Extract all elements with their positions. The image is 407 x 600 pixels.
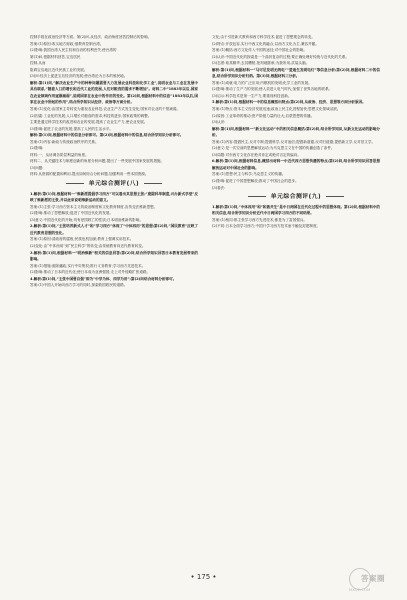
analysis-paragraph: 1.解析:第(1)问,“中体西用”和“和谐共生”是中日两国在近代化过程中的思想体现。第(2)问,根据材料中的相关信息,结合所学知识分析近代中日两国学习西方的不同结果。 <box>212 204 380 216</box>
analysis-paragraph: 解析:第(1)问,“解决农业生产中的种种问题需要大力发展农业科技和化学工业”,说明农业与工业在发展中具有联系,“随着人口的增长和近代工业的发展,人们对粮食的需求不断增加”。材料二中“1883年以后,国家在农业领域作用逐渐减弱”,说明国家在农业中的作用的变化。第(2)问,根据材料中的信息“1883年以后,国家在农业中所起的作用”,结合所学知识从经济、政治等方面分析。 <box>30 80 198 105</box>
text-line: (2)影响:我国台湾人民主权和自治的权利丧失,使台湾的 <box>30 48 117 53</box>
analysis-paragraph: 解析:第(1)问,根据材料一“马可尼发明无线电”“爱迪生发明电灯”等信息分析;第(2)问,根据材料二中的信息,结合所学知识分析归纳。第(3)问,根据材料三分析。 <box>212 67 380 79</box>
text-line: 答案:(1)原因:收买地方财政;借教育控制台湾。 <box>30 41 104 46</box>
answer-paragraph: 答案:(1)主张:学习西方资本主义的政治制度和文化教育制度,宣传变法维新思想。 <box>30 204 158 209</box>
text-line: (3)问题: <box>30 165 44 170</box>
analysis-paragraph: 6.解析:第(1)问,根据材料信息,概括出材料一中近代西方思想传播的特点;第(2)问,结合所学知识回答思想解放运动对中国社会的影响。 <box>212 159 380 170</box>
page-number-value: 175 <box>196 573 211 581</box>
text-line: (2)认识:中国近代化的探索是一个曲折复杂的过程;要正确处理好传统与近代化的关系。 <box>212 54 349 59</box>
answer-paragraph: 答案:(1)措施:废除藩政,实行中央集权;推行义务教育;学习西方先进技术。 <box>30 263 146 268</box>
answer-paragraph: 答案:(1)变化:由国家主导转变为重视农业科技,农业生产方式发生变化;国家对农业的干预减弱。 <box>30 107 181 112</box>
analysis-paragraph: 5.解析:第(1)问,根据材料一中的信息概括出特点;第(2)问,从政治、经济、思想等方面分析原因。 <box>212 100 366 105</box>
answer-paragraph: 答案:(1)内容:提倡民主,反对专制;提倡科学,反对迷信;提倡新道德,反对旧道德;提倡新文学,反对旧文学。 <box>212 139 376 144</box>
text-line: (3)看法: <box>212 185 226 190</box>
text-line: (3)态度:取其精华,去其糟粕,批判地继承;为我所用,武装头脑。 <box>212 61 310 66</box>
answer-paragraph: 答案:(1)内容:新政与传统政治秩序的关系。 <box>30 139 99 144</box>
page-number: • 175 • <box>190 573 217 581</box>
text-line: (3)局限:对东西方文化存在绝对肯定或绝对否定的偏向。 <box>212 152 301 157</box>
text-line: (2)影响: <box>30 146 44 151</box>
text-line: (2)变化:由“中体西用”到“民主科学”的转变;由传统教育向近代教育转变。 <box>30 243 146 248</box>
text-line: (2)不同:日本全面学习西方;中国只学习西方技术而不触及封建制度。 <box>212 224 321 229</box>
text-line: 主要是通过科学技术的改进和农业的发展,提高了农业生产力,使农业发展。 <box>30 120 148 125</box>
answer-paragraph: 答案:(1)相同:都主张学习西方先进技术;都是为了富国强兵。 <box>212 217 307 222</box>
text-line: (3)影响:促进了农业的发展;提高了人民的生活水平。 <box>30 126 113 131</box>
text-line: (2)原因:工业革命的推动;资产阶级力量的壮大;启蒙思想的传播。 <box>212 113 315 118</box>
text-line: 第(1)问,根据材料回答,宝岛居民 <box>30 54 81 59</box>
answer-paragraph: 答案:(1)概括:西方文化传入中国的途径;对中国社会的影响。 <box>212 48 307 53</box>
text-line: (2)影响:推动了生产力的发展;使人类进入电气时代;加强了世界各地的联系。 <box>212 87 333 92</box>
text-line: (3)启示:科学技术是第一生产力;要重视科技创新。 <box>212 93 292 98</box>
text-line: (2)影响:推动了日本的近代化;使日本成为亚洲强国;走上对外侵略扩张道路。 <box>30 270 151 275</box>
watermark-url: MXQE.COM <box>349 588 371 592</box>
analysis-paragraph: 2.解析:第(1)问,“主张培养新式人才”和“学习西方”体现了“中体西用”的思想;第(2)问,“国民教育”反映了近代教育思想的变化。 <box>30 224 198 235</box>
section-title-unit-9: 单元综合测评(九) <box>212 194 380 201</box>
answer-paragraph: 答案:(1)特点:资本主义经济发展迅速;政治上民主化进程加快;思想文化领域活跃。 <box>212 107 341 112</box>
analysis-paragraph: 解析:第(1)问,根据材料中的信息分析即可。第(2)问,根据材料中的信息,结合所学知识分析即可。 <box>30 133 184 138</box>
watermark-logo <box>347 564 399 594</box>
left-column <box>30 34 198 289</box>
text-line: 材料:一、从协调各阶层利益的角度。 <box>30 152 89 157</box>
analysis-paragraph: 3.解析:第(1)问,根据材料一“明治维新”相关的信息回答;第(2)问,结合所学知识回答日本教育发展带来的影响。 <box>30 250 198 262</box>
text-line: (2)影响:推动了思想解放;促进了中国近代化的发展。 <box>30 211 113 216</box>
watermark-text: 答案圈 <box>361 574 385 583</box>
answer-paragraph: 答案:(1)原因:清政府的腐败;民族危机加深;教育上强调实用技术。 <box>30 237 134 242</box>
analysis-paragraph: 4.解析:第(1)问,“主张中国要自强”即为“中学为体、西学为用”;第(2)问结合材料分析即可。 <box>30 276 177 281</box>
text-line: (2)因素:工业化的发展;人口增长对粮食的需求;科技的进步;国家政策的调整。 <box>30 113 152 118</box>
text-line: (2)特点:开放包容,实行中西文化的融合;以西方文化为主,兼容并蓄。 <box>212 41 319 46</box>
text-line: (2)影响:促进了中国思想解放;推动了中国社会的进步。 <box>212 179 299 184</box>
analysis-paragraph: 解析:第(1)问,根据材料一“新文化运动”中的相关信息概括;第(2)问,结合所学知识,从新文化运动的影响分析。 <box>212 126 380 138</box>
section-title-unit-8: 单元综合测评(八) <box>30 181 198 188</box>
text-line: 材料二、从关键技术与制度创新的角度分析问题,提出了一些发展中国家发展的措施。 <box>30 159 165 164</box>
text-line: (2)意义:是一次空前的思想解放运动;为马克思主义在中国的传播创造了条件。 <box>212 146 335 151</box>
answer-paragraph: 答案:(1)思想:民主与科学;马克思主义的传播。 <box>212 172 286 177</box>
text-line: (3)意义:中国近代化的开始;具有爱国救亡的性质;日本明治维新的影响。 <box>30 217 143 222</box>
text-line: 文化;由于引进新式教育和西方科学技术,促进了思想观念的转变。 <box>212 35 315 39</box>
text-line: 材料:从资源的配置和利用,提出如何综合分析问题,加强利用一些本国资源。 <box>30 172 149 177</box>
text-line: (3)认识: <box>212 120 226 125</box>
text-line: 控制手段在政治经济等方面。第(2)问,从经济、政治角度回答控制后的影响。 <box>30 35 152 39</box>
answer-paragraph: 答案:(1)中国人开始向西方学习的同时,探索救国救民的道路。 <box>30 283 128 288</box>
text-line: 控制,从而 <box>30 61 46 66</box>
right-column <box>212 34 380 230</box>
answer-paragraph: 答案:(1)成就:电力的广泛应用;内燃机的发明;化学工业的发展。 <box>212 80 312 85</box>
analysis-paragraph: 1.解析:第(1)问,根据材料一“维新派提倡学习西方”可以看出其思想主张;“废除科举制度,兴办新式学堂”反映了维新派的主张,并以此来说明维新运动的意义。 <box>30 191 198 203</box>
text-line: 阻碍宝岛地区近代民族工业的发展。 <box>30 67 88 72</box>
text-line: (3)问:经济上促进宝岛经济的发展;使台湾沦为日本的殖民地。 <box>30 74 128 79</box>
